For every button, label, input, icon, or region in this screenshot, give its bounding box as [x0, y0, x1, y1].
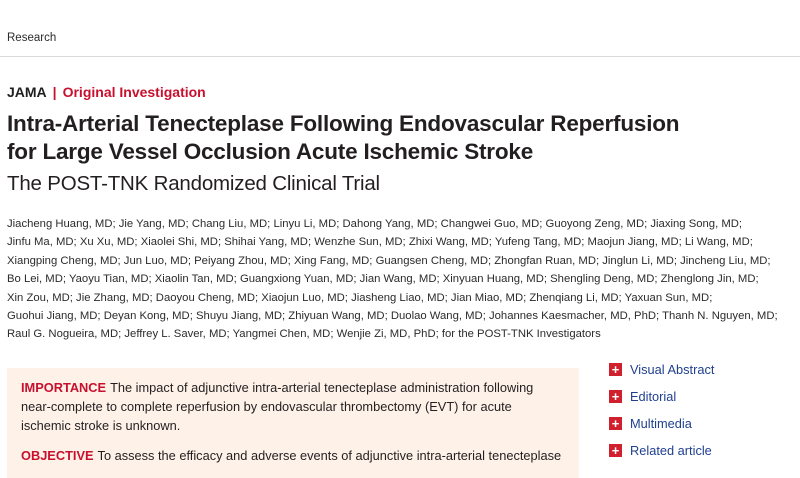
abstract-importance	[21, 378, 566, 436]
author-line: Bo Lei, MD; Yaoyu Tian, MD; Xiaolin Tan, MD; Guangxiong Yuan, MD; Jian Wang, MD; Xinyuan Huang, MD; Shengling Deng, MD; Zhenglong Jin, MD;	[7, 273, 759, 286]
author-line: Xiangping Cheng, MD; Jun Luo, MD; Peiyang Zhou, MD; Xing Fang, MD; Guangsen Cheng, MD; Zhongfan Ruan, MD; Jinglun Li, MD; Jincheng Liu, MD;	[7, 254, 771, 267]
journal-name: JAMA	[7, 84, 47, 100]
objective-heading: OBJECTIVE	[21, 448, 94, 463]
author-line: Guohui Jiang, MD; Deyan Kong, MD; Shuyu Jiang, MD; Zhiyuan Wang, MD; Duolao Wang, MD; Johannes Kaesmacher, MD, PhD; Thanh N. Nguyen, MD;	[7, 310, 778, 323]
article-title	[7, 110, 797, 166]
importance-heading: IMPORTANCE	[21, 380, 107, 395]
multimedia-link[interactable]	[609, 410, 799, 437]
importance-text: near-complete to complete reperfusion by endovascular thrombectomy (EVT) for acute	[21, 399, 512, 415]
editorial-label: Editorial	[630, 389, 677, 404]
abstract-box	[7, 368, 579, 478]
section-label: Research	[7, 32, 57, 44]
visual-abstract-link[interactable]	[609, 356, 799, 383]
plus-icon: +	[609, 363, 622, 376]
article-title-line: Intra-Arterial Tenecteplase Following Endovascular Reperfusion	[7, 111, 680, 136]
author-line: Raul G. Nogueira, MD; Jeffrey L. Saver, MD; Yangmei Chen, MD; Wenjie Zi, MD, PhD; for the POST-TNK Investigators	[7, 328, 601, 341]
article-subtitle: The POST-TNK Randomized Clinical Trial	[7, 172, 380, 195]
article-title-line: for Large Vessel Occlusion Acute Ischemic Stroke	[7, 139, 534, 164]
plus-icon: +	[609, 390, 622, 403]
author-line: Jiacheng Huang, MD; Jie Yang, MD; Chang Liu, MD; Linyu Li, MD; Dahong Yang, MD; Changwei Guo, MD; Guoyong Zeng, MD; Jiaxing Song, MD;	[7, 218, 743, 230]
article-type: Original Investigation	[62, 84, 206, 100]
importance-text: The impact of adjunctive intra-arterial tenecteplase administration following	[110, 380, 534, 395]
objective-text: To assess the efficacy and adverse events of adjunctive intra-arterial tenecteplase	[97, 448, 562, 463]
journal-separator: |	[52, 84, 57, 100]
author-line: Xin Zou, MD; Jie Zhang, MD; Daoyou Cheng, MD; Xiaojun Luo, MD; Jiasheng Liao, MD; Jian Miao, MD; Zhenqiang Li, MD; Yaxuan Sun, MD;	[7, 291, 713, 304]
author-line: Jinfu Ma, MD; Xu Xu, MD; Xiaolei Shi, MD; Shihai Yang, MD; Wenzhe Sun, MD; Zhixi Wang, MD; Yufeng Tang, MD; Maojun Jiang, MD; Li Wang, MD;	[7, 236, 753, 249]
importance-text: ischemic stroke is unknown.	[21, 418, 181, 434]
multimedia-label: Multimedia	[630, 416, 692, 431]
plus-icon: +	[609, 444, 622, 457]
editorial-link[interactable]	[609, 383, 799, 410]
header-divider	[0, 56, 800, 57]
journal-line	[7, 84, 206, 100]
plus-icon: +	[609, 417, 622, 430]
related-article-label: Related article	[630, 443, 712, 458]
related-article-link[interactable]	[609, 437, 799, 464]
related-links-sidebar	[609, 356, 799, 464]
author-list	[7, 215, 797, 344]
visual-abstract-label: Visual Abstract	[630, 362, 715, 377]
abstract-objective	[21, 446, 566, 465]
